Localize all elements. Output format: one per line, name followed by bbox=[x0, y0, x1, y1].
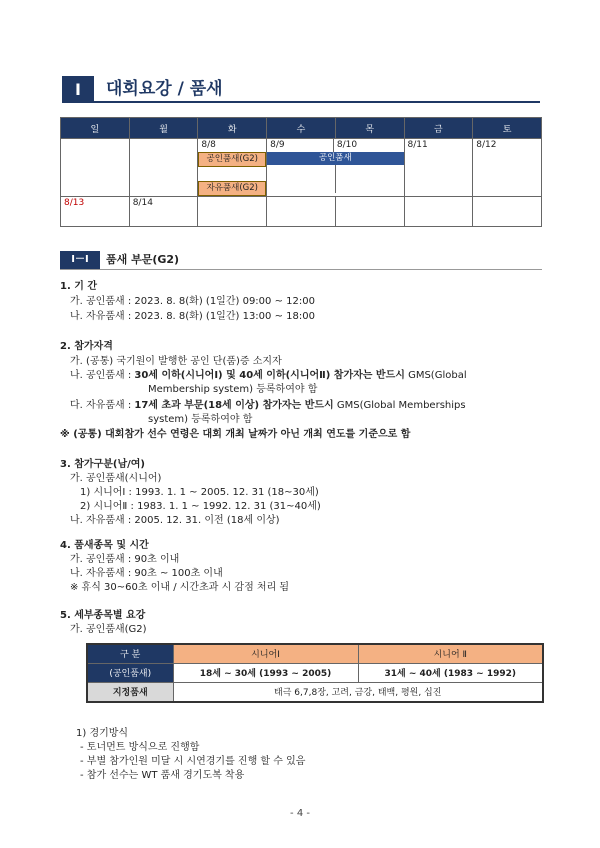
s2-item-c-cont: system) 등록하여야 함 bbox=[148, 414, 253, 425]
s2-title: 2. 참가자격 bbox=[60, 341, 113, 352]
event-official-poomsae-g2: 공인품새(G2) bbox=[198, 152, 266, 167]
calendar-header-row bbox=[61, 118, 542, 139]
s5-title: 5. 세부종목별 요강 bbox=[60, 610, 146, 621]
calendar-cell: 8/12 bbox=[473, 139, 542, 197]
detail-age-senior-2: 31세 ~ 40세 (1983 ~ 1992) bbox=[358, 663, 543, 682]
calendar-cell: 8/11 bbox=[404, 139, 473, 197]
calendar-cell bbox=[335, 197, 404, 227]
s3-item-a1: 1) 시니어Ⅰ : 1993. 1. 1 ~ 2005. 12. 31 (18~30세) bbox=[80, 487, 319, 498]
detail-col-senior-2: 시니어 Ⅱ bbox=[358, 644, 543, 663]
chapter-number: Ⅰ bbox=[62, 76, 94, 103]
section-underline bbox=[60, 269, 542, 270]
calendar-cell: 8/13 bbox=[61, 197, 130, 227]
detail-age-senior-1: 18세 ~ 30세 (1993 ~ 2005) bbox=[173, 663, 358, 682]
s4-note: ※ 휴식 30~60초 이내 / 시간초과 시 감점 처리 됨 bbox=[70, 582, 290, 593]
event-freestyle-poomsae-g2: 자유품새(G2) bbox=[198, 181, 266, 196]
calendar-cell bbox=[267, 197, 336, 227]
detail-designated-value: 태극 6,7,8장, 고려, 금강, 태백, 평원, 십진 bbox=[173, 682, 543, 702]
day-thu: 목 bbox=[335, 118, 404, 139]
calendar-cell bbox=[61, 139, 130, 197]
detail-table bbox=[86, 643, 544, 703]
day-fri: 금 bbox=[404, 118, 473, 139]
s4-item-b: 나. 자유품새 : 90초 ~ 100초 이내 bbox=[70, 568, 223, 579]
s2-item-a: 가. (공통) 국기원이 발행한 공인 단(품)증 소지자 bbox=[70, 356, 282, 367]
s1-item-a: 가. 공인품새 : 2023. 8. 8(화) (1일간) 09:00 ~ 12:00 bbox=[70, 296, 315, 307]
s6-item-a: - 토너먼트 방식으로 진행함 bbox=[80, 742, 200, 753]
calendar-cell bbox=[404, 197, 473, 227]
s4-title: 4. 품새종목 및 시간 bbox=[60, 540, 149, 551]
s2-note: ※ (공통) 대회참가 선수 연령은 대회 개최 날짜가 아닌 개최 연도를 기준으로 함 bbox=[60, 429, 411, 440]
day-mon: 월 bbox=[129, 118, 198, 139]
calendar-week-2 bbox=[61, 197, 542, 227]
chapter-title: 대회요강 / 품새 bbox=[106, 79, 223, 99]
s2-item-b: 나. 공인품새 : 30세 이하(시니어Ⅰ) 및 40세 이하(시니어Ⅱ) 참가자는 반드시 GMS(Global bbox=[70, 370, 467, 381]
detail-designated-label: 지정품새 bbox=[87, 682, 173, 702]
chapter-header bbox=[62, 76, 540, 103]
schedule-calendar bbox=[60, 117, 542, 227]
s2-item-c: 다. 자유품새 : 17세 초과 부문(18세 이상) 참가자는 반드시 GMS(Global Memberships bbox=[70, 400, 466, 411]
s1-title: 1. 기 간 bbox=[60, 281, 98, 292]
day-sun: 일 bbox=[61, 118, 130, 139]
calendar-cell: 8/14 bbox=[129, 197, 198, 227]
s1-item-b: 나. 자유품새 : 2023. 8. 8(화) (1일간) 13:00 ~ 18:00 bbox=[70, 311, 315, 322]
detail-row-label: (공인품새) bbox=[87, 663, 173, 682]
chapter-underline bbox=[94, 101, 540, 103]
day-tue: 화 bbox=[198, 118, 267, 139]
calendar-week-1 bbox=[61, 139, 542, 197]
day-wed: 수 bbox=[267, 118, 336, 139]
section-header bbox=[60, 251, 542, 269]
s6-item-c: - 참가 선수는 WT 품새 경기도복 착용 bbox=[80, 770, 245, 781]
calendar-cell-8-8 bbox=[198, 139, 267, 197]
section-number: Ⅰ－Ⅰ bbox=[60, 251, 100, 269]
detail-col-label: 구 분 bbox=[87, 644, 173, 663]
calendar-cell-8-9-8-10 bbox=[267, 139, 404, 197]
detail-age-row bbox=[87, 663, 543, 682]
s3-item-a: 가. 공인품새(시니어) bbox=[70, 473, 162, 484]
s2-item-b-cont: Membership system) 등록하여야 함 bbox=[148, 384, 318, 395]
calendar-date: 8/8 bbox=[201, 140, 216, 150]
event-official-poomsae: 공인품새 bbox=[267, 152, 403, 165]
s6-title: 1) 경기방식 bbox=[76, 728, 129, 739]
calendar-cell bbox=[473, 197, 542, 227]
s3-item-b: 나. 자유품새 : 2005. 12. 31. 이전 (18세 이상) bbox=[70, 515, 280, 526]
detail-header-row bbox=[87, 644, 543, 663]
calendar-cell bbox=[198, 197, 267, 227]
s4-item-a: 가. 공인품새 : 90초 이내 bbox=[70, 554, 180, 565]
calendar-date: 8/9 bbox=[267, 139, 334, 152]
s3-title: 3. 참가구분(남/여) bbox=[60, 459, 145, 470]
section-title: 품새 부문(G2) bbox=[106, 253, 180, 266]
calendar-date: 8/10 bbox=[336, 140, 358, 150]
page-number: - 4 - bbox=[290, 808, 310, 819]
detail-col-senior-1: 시니어Ⅰ bbox=[173, 644, 358, 663]
s3-item-a2: 2) 시니어Ⅱ : 1983. 1. 1 ~ 1992. 12. 31 (31~40세) bbox=[80, 501, 321, 512]
calendar-cell bbox=[129, 139, 198, 197]
s6-item-b: - 부별 참가인원 미달 시 시연경기를 진행 할 수 있음 bbox=[80, 756, 306, 767]
detail-poomsae-row bbox=[87, 682, 543, 702]
day-sat: 토 bbox=[473, 118, 542, 139]
s5-item-a: 가. 공인품새(G2) bbox=[70, 624, 147, 635]
